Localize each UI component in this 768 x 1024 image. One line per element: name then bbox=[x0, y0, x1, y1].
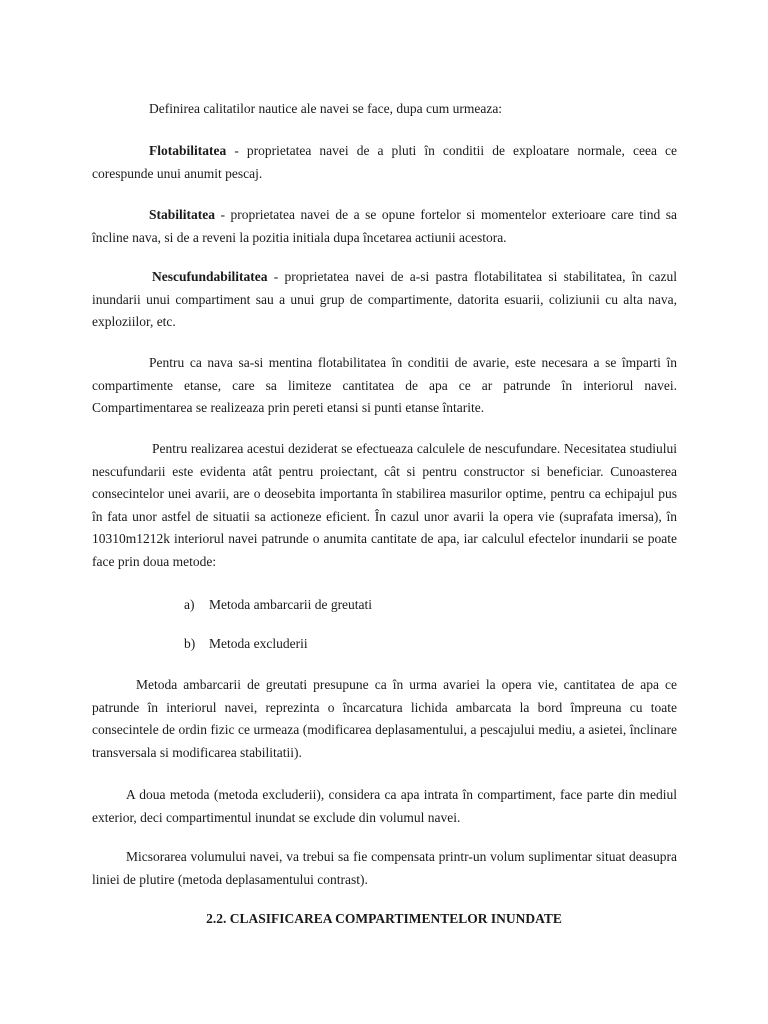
intro-text: Definirea calitatilor nautice ale navei se face, dupa cum urmeaza: bbox=[149, 101, 503, 116]
method-label-b: Metoda excluderii bbox=[209, 636, 308, 651]
deziderat-paragraph bbox=[92, 438, 677, 573]
compartimentare-paragraph bbox=[92, 352, 677, 420]
section-heading: 2.2. CLASIFICAREA COMPARTIMENTELOR INUNDATE bbox=[206, 911, 562, 926]
deziderat-text: Pentru realizarea acestui deziderat se efectueaza calculele de nescufundare. Necesitatea studiului nescufundarii este evidenta atât pentru proiectant, cât si pentru constructor si beneficiar. Cunoasterea consecintelor unei avarii, are o deosebita importanta în stabilirea masurilor optime, pentru ca echipajul pus în fata unor astfel de situatii sa actioneze eficient. În cazul unor avarii la opera vie (suprafata imersa), în 10310m1212k interiorul navei patrunde o anumita cantitate de apa, iar calculul efectelor inundarii se poate face prin doua metode: bbox=[92, 441, 677, 569]
flotabilitatea-paragraph bbox=[92, 140, 677, 185]
stabilitatea-definition: - proprietatea navei de a se opune fortelor si momentelor exterioare care tind sa încline nava, si de a reveni la pozitia initiala dupa încetarea actiunii acestora. bbox=[92, 207, 677, 245]
stabilitatea-paragraph bbox=[92, 204, 677, 249]
nescufundabilitatea-term: Nescufundabilitatea bbox=[152, 269, 268, 284]
method-marker-a: a) bbox=[184, 597, 195, 612]
excludere-paragraph bbox=[92, 784, 677, 829]
flotabilitatea-definition: - proprietatea navei de a pluti în conditii de exploatare normale, ceea ce corespunde unui anumit pescaj. bbox=[92, 143, 677, 181]
method-label-a: Metoda ambarcarii de greutati bbox=[209, 597, 373, 612]
nescufundabilitatea-paragraph bbox=[92, 266, 677, 334]
method-list-item-a bbox=[184, 594, 372, 617]
method-list-item-b bbox=[184, 633, 308, 656]
micsorare-paragraph bbox=[92, 846, 677, 891]
flotabilitatea-term: Flotabilitatea bbox=[149, 143, 227, 158]
nescufundabilitatea-definition: - proprietatea navei de a-si pastra flotabilitatea si stabilitatea, în cazul inundarii unui compartiment sau a unui grup de compartimente, datorita esuarii, coliziunii cu alta nava, exploziilor, etc. bbox=[92, 269, 677, 329]
ambarcare-paragraph bbox=[92, 674, 677, 764]
excludere-text: A doua metoda (metoda excluderii), considera ca apa intrata în compartiment, face parte din mediul exterior, deci compartimentul inundat se exclude din volumul navei. bbox=[92, 787, 677, 825]
stabilitatea-term: Stabilitatea bbox=[149, 207, 215, 222]
intro-paragraph bbox=[92, 98, 677, 121]
method-marker-b: b) bbox=[184, 636, 196, 651]
ambarcare-text: Metoda ambarcarii de greutati presupune ca în urma avariei la opera vie, cantitatea de apa ce patrunde în interiorul navei, reprezinta o încarcatura lichida ambarcata la bord împreuna cu toate consecintele de ordin fizic ce urmeaza (modificarea deplasamentului, a pescajului mediu, a asietei, înclinare transversala si modificarea stabilitatii). bbox=[92, 677, 677, 760]
micsorare-text: Micsorarea volumului navei, va trebui sa fie compensata printr-un volum suplimentar situat deasupra liniei de plutire (metoda deplasamentului contrast). bbox=[92, 849, 677, 887]
compartimentare-text: Pentru ca nava sa-si mentina flotabilitatea în conditii de avarie, este necesara a se împarti în compartimente etanse, care sa limiteze cantitatea de apa ce ar patrunde în interiorul navei. Compartimentarea se realizeaza prin pereti etansi si punti etanse întarite. bbox=[92, 355, 677, 415]
